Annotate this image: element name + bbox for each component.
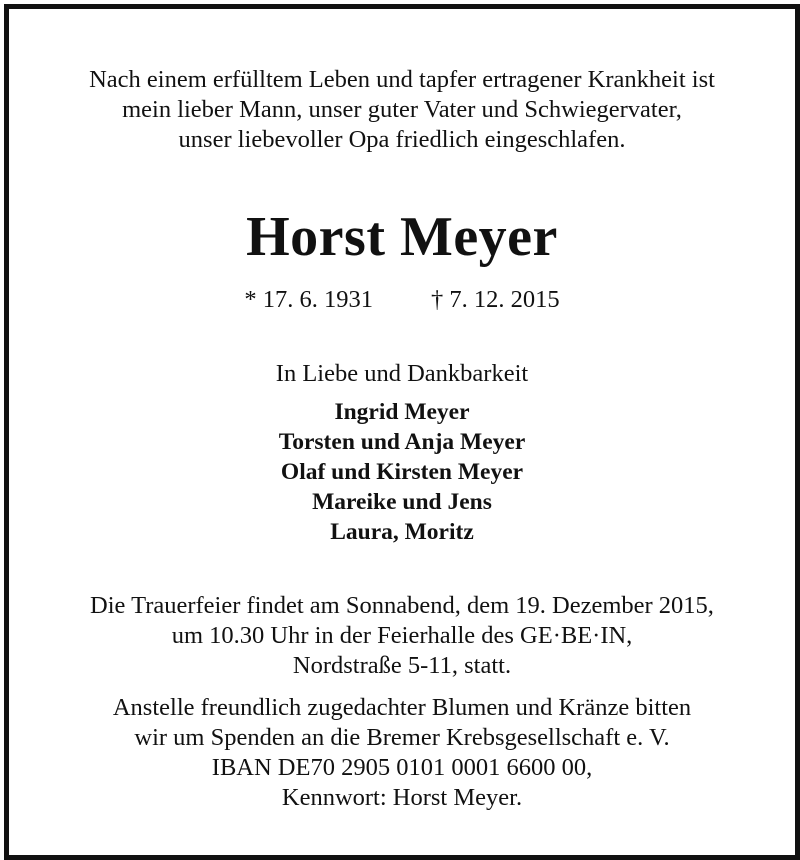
mourner-name: Torsten und Anja Meyer: [278, 429, 526, 455]
service-line: Die Trauerfeier findet am Sonnabend, dem 19. Dezember 2015,: [90, 592, 714, 619]
obituary-frame: [4, 4, 800, 860]
donation-line: Kennwort: Horst Meyer.: [281, 784, 523, 811]
service-line: Nordstraße 5-11, statt.: [292, 652, 512, 679]
obituary-content: [9, 9, 795, 855]
service-line: um 10.30 Uhr in der Feierhalle des GE·BE·IN,: [171, 622, 633, 649]
life-dates: [9, 285, 795, 315]
mourners-heading: In Liebe und Dankbarkeit: [275, 360, 529, 387]
intro-line: unser liebevoller Opa friedlich eingeschlafen.: [178, 126, 626, 153]
mourner-name: Olaf und Kirsten Meyer: [280, 459, 524, 485]
birth-date: * 17. 6. 1931: [244, 286, 373, 313]
donation-line: wir um Spenden an die Bremer Krebsgesellschaft e. V.: [134, 724, 670, 751]
donation-line: IBAN DE70 2905 0101 0001 6600 00,: [211, 754, 593, 781]
death-date: † 7. 12. 2015: [431, 286, 560, 313]
mourner-name: Ingrid Meyer: [334, 399, 470, 425]
mourner-name: Mareike und Jens: [312, 489, 492, 515]
intro-line: mein lieber Mann, unser guter Vater und Schwiegervater,: [122, 96, 682, 123]
deceased-name: Horst Meyer: [246, 206, 558, 268]
mourner-name: Laura, Moritz: [330, 519, 474, 545]
donation-line: Anstelle freundlich zugedachter Blumen und Kränze bitten: [112, 694, 692, 721]
intro-line: Nach einem erfülltem Leben und tapfer ertragener Krankheit ist: [89, 66, 715, 93]
